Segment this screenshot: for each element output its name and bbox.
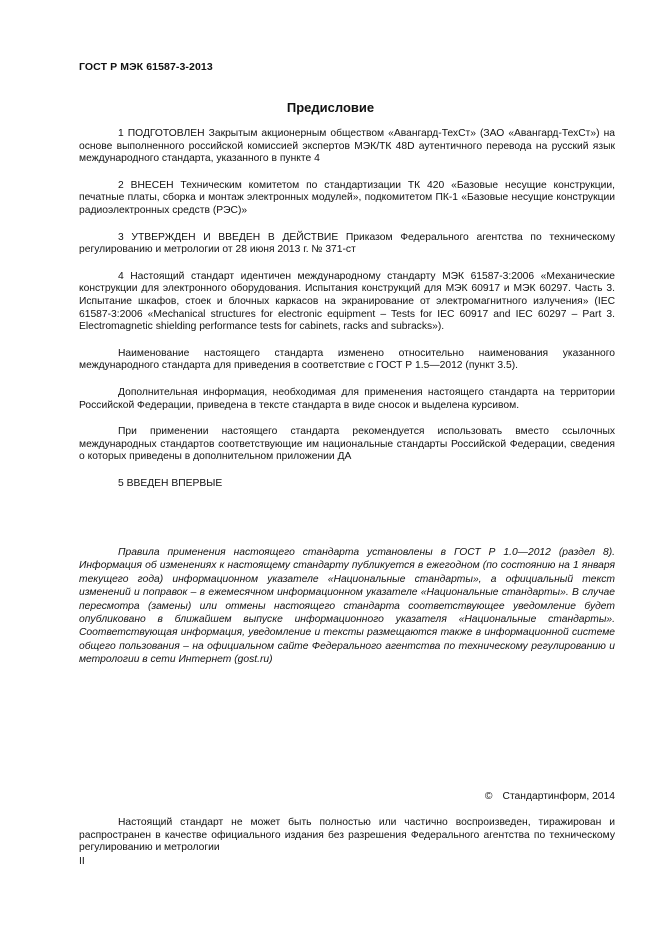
document-header-id: ГОСТ Р МЭК 61587-3-2013 <box>79 61 213 73</box>
paragraph-prepared: 1 ПОДГОТОВЛЕН Закрытым акционерным обществом «Авангард-ТехСт» (ЗАО «Авангард-ТехСт») на основе выполненного российской комиссией экспертов МЭК/ТК 48D аутентичного перевода на русский язык международного стандарта, указанного в пункте 4 <box>79 128 615 165</box>
copyright-icon: © <box>484 791 493 802</box>
paragraph-first-introduced: 5 ВВЕДЕН ВПЕРВЫЕ <box>118 477 223 489</box>
paragraph-additional-info: Дополнительная информация, необходимая для применения настоящего стандарта на территории Российской Федерации, приведена в тексте стандарта в виде сносок и выделена курсивом. <box>79 386 615 411</box>
paragraph-approved: 3 УТВЕРЖДЕН И ВВЕДЕН В ДЕЙСТВИЕ Приказом Федерального агентства по техническому регулированию и метрологии от 28 июня 2013 г. № 371-ст <box>79 231 615 256</box>
paragraph-identical-standard: 4 Настоящий стандарт идентичен международному стандарту МЭК 61587-3:2006 «Механические конструкции для электронного оборудования. Испытания конструкций для МЭК 60917 и МЭК 60297. Часть 3. Испытание шкафов, стоек и блочных каркасов на экранирование от электромагнитного излучения» (IEC 61587-3:2006 «Mechanical structures for electronic equipment – Tests for IEC 60917 and IEC 60297 – Part 3. Electromagnetic shielding performance tests for cabinets, racks and subracks»). <box>79 270 615 333</box>
foreword-body <box>79 128 615 504</box>
section-title: Предисловие <box>286 100 375 115</box>
paragraph-introduced: 2 ВНЕСЕН Техническим комитетом по стандартизации ТК 420 «Базовые несущие конструкции, печатные платы, сборка и монтаж электронных модулей», подкомитетом ПК-1 «Базовые несущие конструкции радиоэлектронных средств (РЭС)» <box>79 179 615 216</box>
application-rules-notice <box>79 546 615 667</box>
copyright-text: Стандартинформ, 2014 <box>502 791 615 802</box>
reproduction-text: Настоящий стандарт не может быть полностью или частично воспроизведен, тиражирован и распространен в качестве официального издания без разрешения Федерального агентства по техническому регулированию и метрологии <box>79 817 615 854</box>
copyright-line <box>485 791 615 802</box>
paragraph-national-standards: При применении настоящего стандарта рекомендуется использовать вместо ссылочных международных стандартов соответствующие им национальные стандарты Российской Федерации, сведения о которых приведены в дополнительном приложении ДА <box>79 426 615 463</box>
reproduction-notice <box>79 817 615 855</box>
page-number: II <box>79 856 85 867</box>
notice-text: Правила применения настоящего стандарта установлены в ГОСТ Р 1.0—2012 (раздел 8). Информация об изменениях к настоящему стандарту публикуется в ежегодном (по состоянию на 1 января текущего года) информационном указателе «Национальные стандарты», а официальный текст изменений и поправок – в ежемесячном информационном указателе «Национальные стандарты». В случае пересмотра (замены) или отмены настоящего стандарта соответствующее уведомление будет опубликовано в ближайшем выпуске информационного указателя «Национальные стандарты». Соответствующая информация, уведомление и тексты размещаются также в информационной системе общего пользования – на официальном сайте Федерального агентства по техническому регулированию и метрологии в сети Интернет (gost.ru) <box>79 547 615 666</box>
paragraph-name-changed: Наименование настоящего стандарта изменено относительно наименования указанного международного стандарта для приведения в соответствие с ГОСТ Р 1.5—2012 (пункт 3.5). <box>79 347 615 372</box>
